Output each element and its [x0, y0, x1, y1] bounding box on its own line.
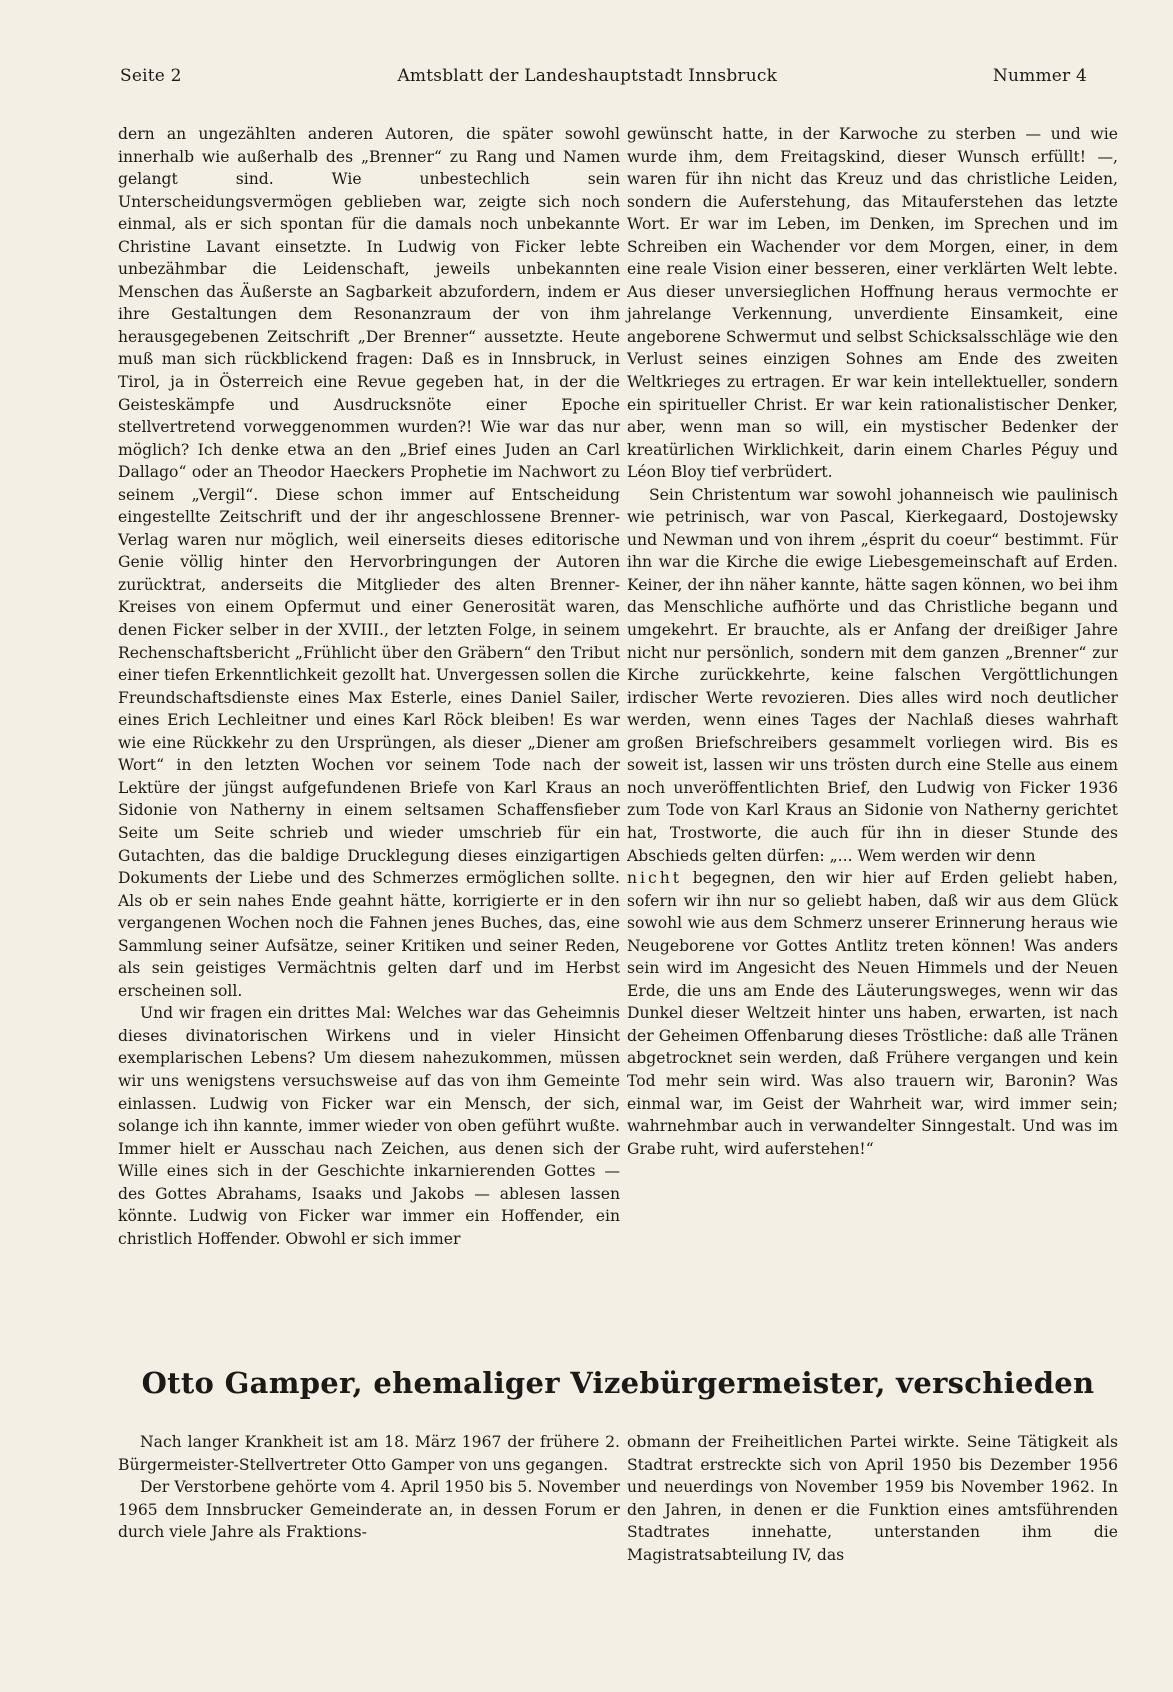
paragraph: Sein Christentum war sowohl johanneisch wie paulinisch wie petrinisch, war von Pascal, Kierkegaard, Dostojewsky und Newman und von ihrem „ésprit du coeur“ bestimmt. Für ihn war die Kirche die ewige Liebesgemeinschaft auf Erden. Keiner, der ihn näher kannte, hätte sagen können, wo bei ihm das Menschliche aufhörte und das Christliche begann und umgekehrt. Er brauchte, als er Anfang der dreißiger Jahre nicht nur persönlich, sondern mit dem ganzen „Brenner“ zur Kirche zurückkehrte, keine falschen Vergöttlichungen irdischer Werte revozieren. Dies alles wird noch deutlicher werden, wenn eines Tages der Nachlaß dieses wahrhaft großen Briefschreibers gesammelt vorliegen wird. Bis es soweit ist, lassen wir uns trösten durch eine Stelle aus einem noch unveröffentlichten Brief, den Ludwig von Ficker 1936 zum Tode von Karl Kraus an Sidonie von Natherny gerichtet hat, Trostworte, die auch für ihn in dieser Stunde des Abschieds gelten dürfen: „... Wem werden wir denn	[627, 485, 1118, 865]
article-headline: Otto Gamper, ehemaliger Vizebürgermeister, verschieden	[141, 1366, 1095, 1400]
paragraph: obmann der Freiheitlichen Partei wirkte. Seine Tätigkeit als Stadtrat erstreckte sich von April 1950 bis Dezember 1956 und neuerdings von November 1959 bis November 1962. In den Jahren, in denen er die Funktion eines amtsführenden Stadtrates innehatte, unterstanden ihm die Magistratsabteilung IV, das	[627, 1433, 1118, 1564]
page-header	[120, 66, 1087, 86]
paragraph: gewünscht hatte, in der Karwoche zu sterben — und wie wurde ihm, dem Freitagskind, dieser Wunsch erfüllt! —, waren für ihn nicht das Kreuz und das christliche Leiden, sondern die Auferstehung, das Mitauferstehen das letzte Wort. Er war im Leben, im Denken, im Sprechen und im Schreiben ein Wachender vor dem Morgen, einer, in dem eine reale Vision einer besseren, einer verklärten Welt lebte. Aus dieser unversieglichen Hoffnung heraus vermochte er jahrelange Verkennung, unverdiente Einsamkeit, eine angeborene Schwermut und selbst Schicksalsschläge wie den Verlust seines einzigen Sohnes am Ende des zweiten Weltkrieges zu ertragen. Er war kein intellektueller, sondern ein spiritueller Christ. Er war kein rationalistischer Denker, aber, wenn man so will, ein mystischer Bedenker der kreatürlichen Wirklichkeit, darin einem Charles Péguy und Léon Bloy tief verbrüdert.	[627, 125, 1118, 482]
obituary-column-left	[118, 1431, 620, 1544]
paragraph: Der Verstorbene gehörte vom 4. April 1950 bis 5. November 1965 dem Innsbrucker Gemeinderate an, in dessen Forum er durch viele Jahre als Fraktions-	[118, 1478, 620, 1541]
paragraph: dern an ungezählten anderen Autoren, die später sowohl innerhalb wie außerhalb des „Brenner“ zu Rang und Namen gelangt sind. Wie unbestechlich sein Unterscheidungsvermögen geblieben war, zeigte sich noch einmal, als er sich spontan für die damals noch unbekannte Christine Lavant einsetzte. In Ludwig von Ficker lebte unbezähmbar die Leidenschaft, jeweils unbekannten Menschen das Äußerste an Sagbarkeit abzufordern, indem er ihre Gestaltungen dem Resonanzraum der von ihm herausgegebenen Zeitschrift „Der Brenner“ aussetzte. Heute muß man sich rückblickend fragen: Daß es in Innsbruck, in Tirol, ja in Österreich eine Revue gegeben hat, in der die Geisteskämpfe und Ausdrucksnöte einer Epoche stellvertretend vorweggenommen wurden?! Wie war das nur möglich? Ich denke etwa an den „Brief eines Juden an Carl Dallago“ oder an Theodor Haeckers Prophetie im Nachwort zu seinem „Vergil“. Diese schon immer auf Entscheidung eingestellte Zeitschrift und der ihr angeschlossene Brenner-Verlag waren nur möglich, weil einerseits dieses editorische Genie völlig hinter den Hervorbringungen der Autoren zurücktrat, anderseits die Mitglieder des alten Brenner-Kreises von einem Opfermut und einer Generosität waren, denen Ficker selber in der XVIII., der letzten Folge, in seinem Rechenschaftsbericht „Frühlicht über den Gräbern“ den Tribut einer tiefen Erkenntlichkeit gezollt hat. Unvergessen sollen die Freundschaftsdienste eines Max Esterle, eines Daniel Sailer, eines Erich Lechleitner und eines Karl Röck bleiben! Es war wie eine Rückkehr zu den Ursprüngen, als dieser „Diener am Wort“ in den letzten Wochen vor seinem Tode nach der Lektüre der jüngst aufgefundenen Briefe von Karl Kraus an Sidonie von Natherny in einem seltsamen Schaffensfieber Seite um Seite schrieb und wieder umschrieb für ein Gutachten, das die baldige Drucklegung dieses einzigartigen Dokuments der Liebe und des Schmerzes ermöglichen sollte. Als ob er sein nahes Ende geahnt hätte, korrigierte er in den vergangenen Wochen noch die Fahnen jenes Buches, das, eine Sammlung seiner Aufsätze, seiner Kritiken und seiner Reden, als sein geistiges Vermächtnis gelten darf und im Herbst erscheinen soll.	[118, 125, 620, 1000]
issue-number: Nummer 4	[992, 66, 1087, 86]
obituary-column-right	[627, 1431, 1118, 1566]
page-number: Seite 2	[120, 66, 182, 86]
paragraph: Nach langer Krankheit ist am 18. März 1967 der frühere 2. Bürgermeister-Stellvertreter Otto Gamper von uns gegangen.	[118, 1433, 620, 1474]
paragraph-text: begegnen, den wir hier auf Erden geliebt haben, sofern wir ihn nur so geliebt haben, daß wir aus dem Glück sowohl wie aus dem Schmerz unserer Erinnerung heraus wie Neugeborene vor Gottes Antlitz treten können! Was anders sein wird im Angesicht des Neuen Himmels und der Neuen Erde, die uns am Ende des Läuterungsweges, wenn wir das Dunkel dieser Weltzeit hinter uns haben, erwarten, ist nach der Geheimen Offenbarung dieses Tröstliche: daß alle Tränen abgetrocknet sein werden, daß Frühere vergangen und kein Tod mehr sein wird. Was also trauern wir, Baronin? Was einmal war, im Geist der Wahrheit war, wird immer sein; wahrnehmbar auch in verwandelter Sinngestalt. Und was im Grabe ruht, wird auferstehen!“	[627, 869, 1118, 1158]
publication-title: Amtsblatt der Landeshauptstadt Innsbruck	[397, 66, 778, 86]
paragraph	[627, 867, 1118, 1160]
spaced-word: nicht	[627, 869, 683, 888]
article-column-right	[627, 123, 1118, 1160]
article-column-left	[118, 123, 620, 1250]
paragraph: Und wir fragen ein drittes Mal: Welches war das Geheimnis dieses divinatorischen Wirkens und in vieler Hinsicht exemplarischen Lebens? Um diesem nahezukommen, müssen wir uns wenigstens versuchsweise auf das von ihm Gemeinte einlassen. Ludwig von Ficker war ein Mensch, der sich, solange ich ihn kannte, immer wieder von oben geführt wußte. Immer hielt er Ausschau nach Zeichen, aus denen sich der Wille eines sich in der Geschichte inkarnierenden Gottes — des Gottes Abrahams, Isaaks und Jakobs — ablesen lassen könnte. Ludwig von Ficker war immer ein Hoffender, ein christlich Hoffender. Obwohl er sich immer	[118, 1004, 620, 1248]
